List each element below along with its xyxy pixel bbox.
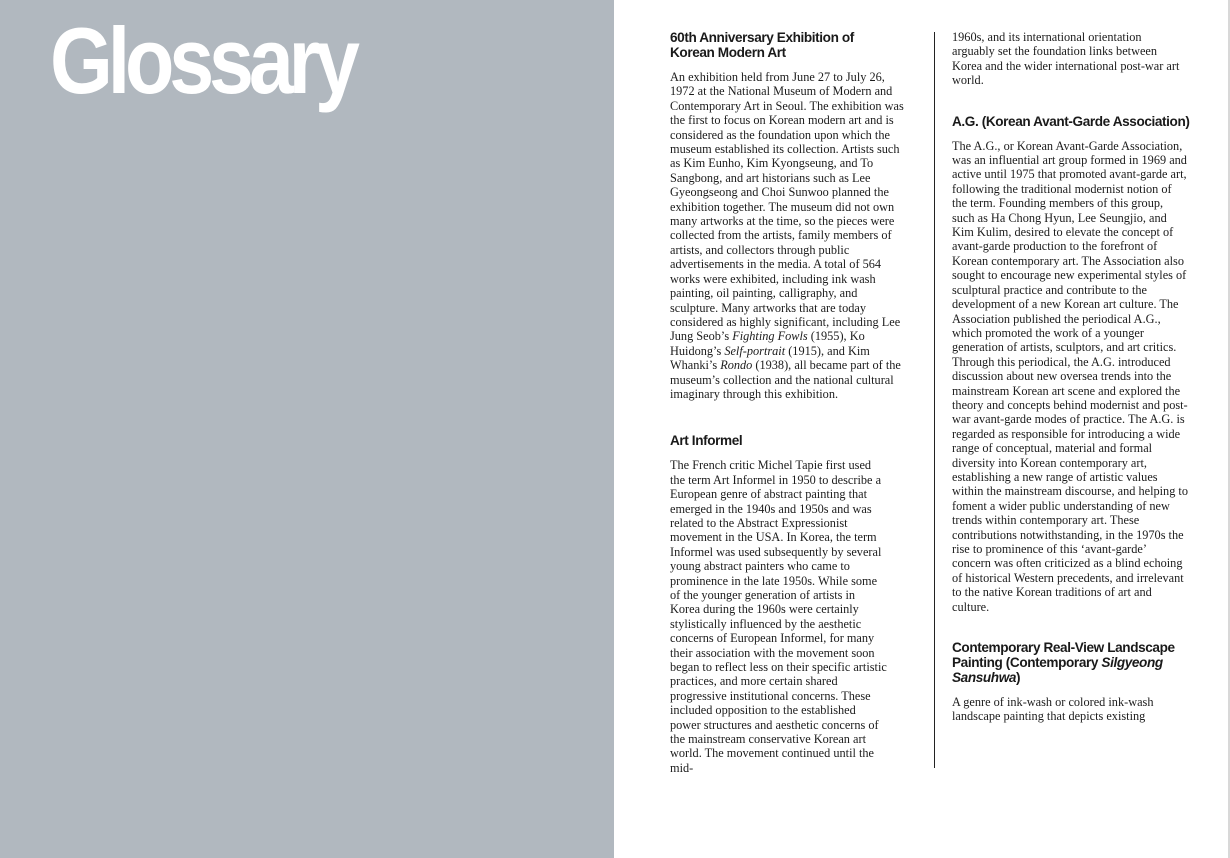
entry-body-art-informel: The French critic Michel Tapie first used the term Art Informel in 1950 to describe a European genre of abstract painting that emerged in the 1940s and 1950s and was related to the Abstract Expressionist movement in the USA. In Korea, the term Informel was used subsequently by several young abstract painters who came to prominence in the late 1950s. While some of the younger generation of artists in Korea during the 1960s were certainly stylistically influenced by the aesthetic concerns of European Informel, for many their association with the movement soon began to reflect less on their specific artistic practices, and more certain shared progressive institutional concerns. These included opposition to the established power structures and aesthetic concerns of the mainstream conservative Korean art world. The movement continued until the mid- (670, 458, 887, 775)
artwork-title: Fighting Fowls (732, 329, 808, 344)
text-column-left (670, 30, 908, 775)
artwork-title: Self-portrait (724, 343, 786, 358)
entry-body-ag: The A.G., or Korean Avant-Garde Association, was an influential art group formed in 1969 and active until 1975 that promoted avant-garde art, following the traditional modernist notion of the term. Founding members of this group, such as Ha Chong Hyun, Lee Seungjio, and Kim Kulim, desired to elevate the concept of avant-garde production to the forefront of Korean contemporary art. The Association also sought to encourage new experimental styles of sculptural practice and contribute to the development of a new Korean art culture. The Association published the periodical A.G., which promoted the work of a younger generation of artists, sculptors, and art critics. Through this periodical, the A.G. introduced discussion about new oversea trends into the mainstream Korean art scene and explored the theory and concepts behind modernist and post-war avant-garde modes of practice. The A.G. is regarded as responsible for introducing a wide range of conceptual, material and formal diversity into Korean contemporary art, establishing a new range of artistic values within the mainstream discourse, and helping to foment a wider public understanding of new trends within contemporary art. These contributions notwithstanding, in the 1970s the rise to prominence of this ‘avant-garde’ concern was often criticized as a blind echoing of historical Western precedents, and irrelevant to the native Korean traditions of art and culture. (952, 138, 1188, 614)
entry-body-art-informel-continued: 1960s, and its international orientation arguably set the foundation links between Korea and the wider international post-war art world. (952, 30, 1180, 88)
entry-body-60th-anniversary (670, 70, 908, 401)
body-text: (1938), all became part of the museum’s collection and the national cultural imaginary through this exhibition. (670, 358, 901, 401)
artwork-title: Rondo (720, 358, 753, 373)
heading-text: ) (1016, 670, 1021, 686)
entry-heading-art-informel: Art Informel (670, 433, 743, 449)
heading-text: Contemporary Real-View Landscape Painting (Contemporary (952, 640, 1175, 671)
body-text: An exhibition held from June 27 to July 26, 1972 at the National Museum of Modern and Contemporary Art in Seoul. The exhibition was the first to focus on Korean modern art and is considered as the foundation upon which the museum established its collection. Artists such as Kim Eunho, Kim Kyongseung, and To Sangbong, and art historians such as Lee Gyeongseong and Choi Sunwoo planned the exhibition together. The museum did not own many artworks at the time, so the pieces were collected from the artists, family members of artists, and collectors through public advertisements in the media. A total of 564 works were exhibited, including ink wash painting, oil painting, calligraphy, and sculpture. Many artworks that are today considered as highly significant, including Lee Jung Seob’s (670, 70, 904, 344)
left-panel (0, 0, 614, 858)
body-text: (1915), and Kim Whanki’s (670, 343, 870, 373)
text-column-right (952, 30, 1190, 724)
text-page (614, 0, 1230, 858)
body-text: (1955), Ko Huidong’s (670, 329, 865, 358)
entry-body-real-view-landscape: A genre of ink-wash or colored ink-wash landscape painting that depicts existing (952, 695, 1154, 724)
page-title: Glossary (50, 8, 355, 113)
entry-heading-real-view-landscape (952, 640, 1180, 685)
entry-heading-60th-anniversary: 60th Anniversary Exhibition of Korean Modern Art (670, 30, 854, 60)
entry-heading-ag: A.G. (Korean Avant-Garde Association) (952, 113, 1190, 129)
column-divider (934, 32, 935, 768)
heading-italic-term: Silgyeong Sansuhwa (952, 655, 1163, 686)
